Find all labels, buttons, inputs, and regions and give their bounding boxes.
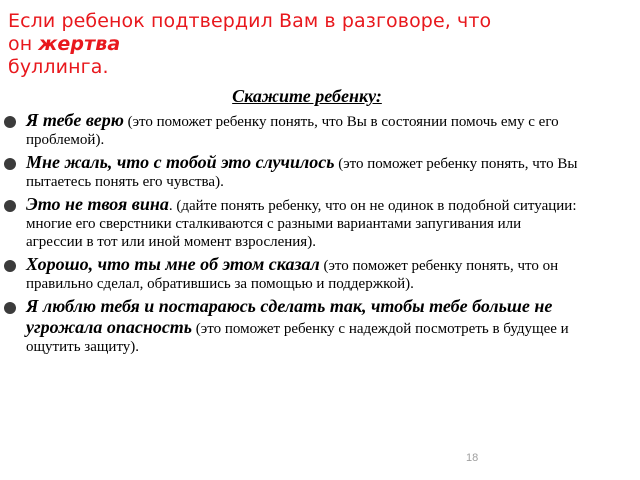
list-item	[0, 110, 580, 149]
item-phrase: Я тебе верю	[26, 110, 124, 130]
bullet-icon	[4, 260, 16, 272]
bullet-icon	[4, 158, 16, 170]
item-phrase: Я люблю тебя и постараюсь сделать так, чтобы тебе больше не угрожала опасность	[26, 296, 553, 337]
bullet-icon	[4, 200, 16, 212]
title-prefix: он	[8, 33, 39, 55]
subheading: Скажите ребенку:	[232, 86, 382, 106]
list-item	[0, 152, 580, 191]
item-note: . (дайте понять ребенку, что он не одинок в подобной ситуации: многие его сверстники сталкиваются с разными вариантами запугивания или агрессии в тот или иной момент взросления).	[26, 198, 577, 250]
title-line-1: Если ребенок подтвердил Вам в разговоре, что	[8, 10, 492, 32]
slide-title	[8, 10, 608, 79]
list-item	[0, 194, 580, 251]
item-note: (это поможет ребенку понять, что Вы пытаетесь понять его чувства).	[26, 156, 578, 190]
item-phrase: Хорошо, что ты мне об этом сказал	[26, 254, 320, 274]
item-note: (это поможет ребенку понять, что он правильно сделал, обратившись за помощью и поддержкой).	[26, 258, 559, 292]
item-note: (это поможет ребенку понять, что Вы в состоянии помочь ему с его проблемой).	[26, 114, 559, 148]
item-note: (это поможет ребенку с надеждой посмотреть в будущее и ощутить защиту).	[26, 321, 569, 355]
item-phrase: Это не твоя вина	[26, 194, 169, 214]
title-line-2	[8, 33, 608, 56]
list-item	[0, 296, 580, 356]
bullet-icon	[4, 116, 16, 128]
list-item	[0, 254, 580, 293]
item-phrase: Мне жаль, что с тобой это случилось	[26, 152, 335, 172]
tips-list	[0, 110, 580, 359]
title-line-3: буллинга.	[8, 56, 109, 78]
title-accent: жертва	[38, 33, 121, 55]
page-number: 18	[466, 452, 479, 464]
bullet-icon	[4, 302, 16, 314]
